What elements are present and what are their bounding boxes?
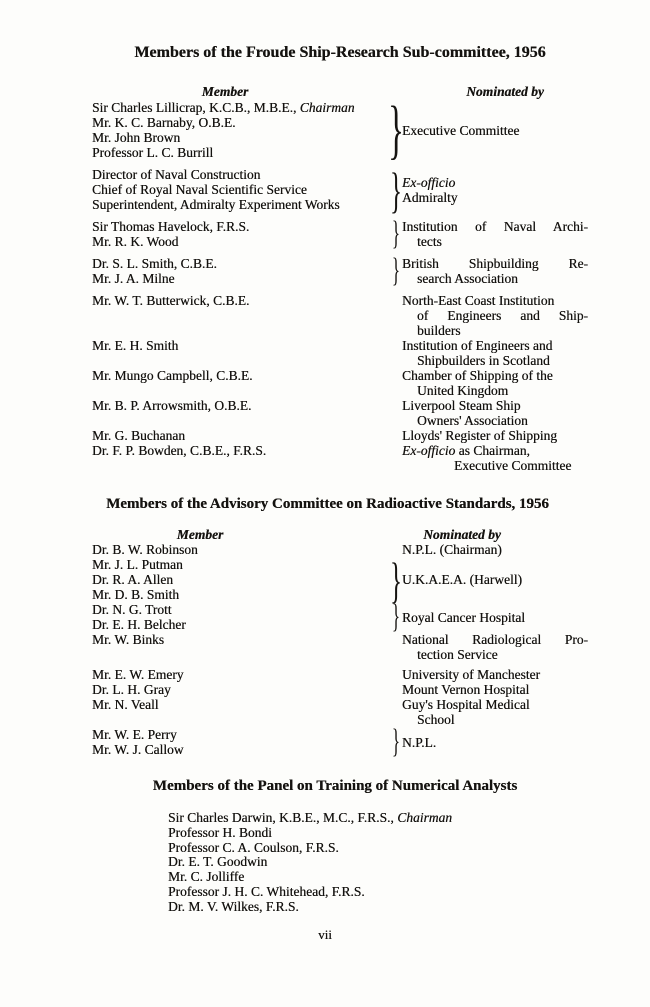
nominator-text: Executive Committee bbox=[402, 122, 520, 138]
brace-slot bbox=[389, 398, 402, 428]
member-group bbox=[92, 252, 588, 289]
nominator-text: Liverpool Steam Ship bbox=[402, 398, 521, 413]
member-column bbox=[92, 219, 389, 249]
grouping-brace-icon: } bbox=[387, 93, 404, 166]
nominator-text: Mount Vernon Hospital bbox=[402, 682, 530, 697]
member-name: Professor C. A. Coulson, F.R.S. bbox=[168, 839, 339, 855]
nominated-by-column bbox=[402, 557, 588, 602]
member-column bbox=[92, 256, 389, 286]
member-name: Mr. E. W. Emery bbox=[92, 667, 184, 682]
nominator-text: N.P.L. (Chairman) bbox=[402, 542, 502, 557]
member-name: Mr. B. P. Arrowsmith, O.B.E. bbox=[92, 398, 252, 413]
member-column bbox=[92, 542, 389, 557]
section-title-numerical: Members of the Panel on Training of Numerical Analysts bbox=[152, 778, 518, 794]
nominator-text: tection Service bbox=[417, 647, 498, 662]
nominator-text: Institution of Engineers and bbox=[402, 338, 553, 353]
numerical-member-list bbox=[168, 811, 452, 915]
brace-slot bbox=[389, 632, 402, 662]
nominated-by-column bbox=[402, 632, 588, 662]
nominator-text: Royal Cancer Hospital bbox=[402, 609, 525, 625]
nominated-by-column bbox=[402, 682, 588, 697]
member-group bbox=[92, 598, 588, 635]
nominator-text: Admiralty bbox=[402, 189, 458, 205]
brace-slot bbox=[389, 338, 402, 368]
member-name: Professor H. Bondi bbox=[168, 824, 272, 840]
member-group bbox=[92, 542, 588, 557]
nominated-by-column bbox=[402, 727, 588, 757]
nominated-by-column bbox=[402, 167, 588, 212]
member-column bbox=[92, 368, 389, 398]
member-name: Dr. E. T. Goodwin bbox=[168, 854, 268, 870]
member-name: Mr. W. Binks bbox=[92, 632, 165, 647]
member-name: Mr. John Brown bbox=[92, 130, 181, 145]
member-column bbox=[92, 697, 389, 727]
member-group bbox=[92, 443, 588, 473]
nominator-text: British Shipbuilding Re- bbox=[402, 256, 588, 271]
member-group bbox=[92, 428, 588, 443]
member-group bbox=[92, 161, 588, 218]
member-column bbox=[92, 632, 389, 662]
member-name: Sir Charles Darwin, K.B.E., M.C., F.R.S., Chairman bbox=[168, 810, 452, 825]
column-header-nominated-by: Nominated by bbox=[423, 527, 501, 542]
section-title-radioactive: Members of the Advisory Committee on Radioactive Standards, 1956 bbox=[106, 496, 549, 512]
member-group bbox=[92, 93, 588, 166]
member-group bbox=[92, 697, 588, 727]
grouping-brace-icon: } bbox=[389, 551, 402, 608]
nominator-text: Institution of Naval Archi- bbox=[402, 219, 588, 234]
radioactive-member-list bbox=[92, 542, 588, 760]
nominator-text: University of Manchester bbox=[402, 667, 540, 682]
member-name: Mr. R. K. Wood bbox=[92, 234, 179, 249]
member-name: Mr. W. J. Callow bbox=[92, 742, 184, 757]
nominated-by-column bbox=[402, 542, 588, 557]
member-column bbox=[92, 338, 389, 368]
grouping-brace-icon: } bbox=[389, 161, 402, 218]
nominated-by-column bbox=[402, 256, 588, 286]
nominator-text: Guy's Hospital Medical bbox=[402, 697, 530, 712]
member-name: Mr. J. L. Putman bbox=[92, 557, 183, 572]
nominator-text: N.P.L. bbox=[402, 734, 437, 750]
member-group bbox=[92, 398, 588, 428]
brace-slot bbox=[389, 667, 402, 682]
member-column bbox=[92, 557, 389, 602]
grouping-brace-icon: } bbox=[391, 598, 400, 635]
nominated-by-column bbox=[402, 602, 588, 632]
nominated-by-column bbox=[402, 293, 588, 338]
nominator-text: tects bbox=[417, 234, 442, 249]
grouping-brace-icon: } bbox=[391, 252, 400, 289]
nominator-text: United Kingdom bbox=[417, 383, 509, 398]
brace-slot bbox=[389, 368, 402, 398]
section-title-froude: Members of the Froude Ship-Research Sub-committee, 1956 bbox=[134, 44, 546, 61]
brace-slot bbox=[389, 293, 402, 338]
member-group bbox=[92, 682, 588, 697]
brace-slot bbox=[389, 682, 402, 697]
brace-slot bbox=[389, 443, 402, 473]
member-group bbox=[92, 632, 588, 662]
member-group bbox=[92, 293, 588, 338]
member-name: Mr. G. Buchanan bbox=[92, 428, 185, 443]
brace-slot bbox=[389, 551, 402, 608]
member-group bbox=[92, 368, 588, 398]
nominator-text: U.K.A.E.A. (Harwell) bbox=[402, 572, 522, 587]
member-column bbox=[92, 428, 389, 443]
member-name: Mr. E. H. Smith bbox=[92, 338, 179, 353]
nominator-text: Shipbuilders in Scotland bbox=[417, 353, 550, 368]
nominator-text: Chamber of Shipping of the bbox=[402, 368, 553, 383]
nominated-by-column bbox=[402, 338, 588, 368]
member-name: Mr. N. Veall bbox=[92, 697, 159, 712]
page-number: vii bbox=[318, 927, 332, 942]
member-name: Professor J. H. C. Whitehead, F.R.S. bbox=[168, 883, 365, 899]
nominated-by-column bbox=[402, 667, 588, 682]
brace-slot bbox=[389, 723, 402, 760]
member-column bbox=[92, 293, 389, 338]
nominator-text: search Association bbox=[417, 271, 518, 286]
member-column bbox=[92, 100, 389, 160]
member-name: Dr. F. P. Bowden, C.B.E., F.R.S. bbox=[92, 443, 267, 458]
nominator-text: Executive Committee bbox=[454, 458, 572, 473]
nominated-by-column bbox=[402, 443, 588, 473]
member-name: Chief of Royal Naval Scientific Service bbox=[92, 182, 307, 197]
nominated-by-column bbox=[402, 697, 588, 727]
nominator-text: Ex-officio as Chairman, bbox=[402, 443, 530, 458]
grouping-brace-icon: } bbox=[391, 723, 400, 760]
brace-slot bbox=[389, 161, 402, 218]
member-name: Sir Thomas Havelock, F.R.S. bbox=[92, 219, 250, 234]
member-name: Superintendent, Admiralty Experiment Works bbox=[92, 197, 340, 212]
member-name: Mr. W. E. Perry bbox=[92, 727, 177, 742]
member-name: Mr. W. T. Butterwick, C.B.E. bbox=[92, 293, 250, 308]
nominator-text: builders bbox=[417, 323, 461, 338]
member-name: Mr. D. B. Smith bbox=[92, 587, 180, 602]
member-column bbox=[92, 602, 389, 632]
member-column bbox=[92, 727, 389, 757]
member-column bbox=[92, 667, 389, 682]
member-column bbox=[92, 167, 389, 212]
member-name: Dr. L. H. Gray bbox=[92, 682, 171, 697]
member-name: Dr. R. A. Allen bbox=[92, 572, 174, 587]
member-name: Mr. J. A. Milne bbox=[92, 271, 175, 286]
nominator-text: North-East Coast Institution bbox=[402, 293, 555, 308]
member-name: Director of Naval Construction bbox=[92, 167, 261, 182]
member-name: Dr. N. G. Trott bbox=[92, 602, 172, 617]
member-name: Mr. K. C. Barnaby, O.B.E. bbox=[92, 115, 236, 130]
brace-slot bbox=[389, 215, 402, 252]
member-group bbox=[92, 723, 588, 760]
nominator-text: Owners' Association bbox=[417, 413, 528, 428]
column-header-member: Member bbox=[201, 84, 249, 99]
nominator-text: Ex-officio bbox=[402, 174, 456, 190]
member-column bbox=[92, 398, 389, 428]
member-name: Dr. S. L. Smith, C.B.E. bbox=[92, 256, 217, 271]
nominator-text: National Radiological Pro- bbox=[402, 632, 588, 647]
member-group bbox=[92, 551, 588, 608]
member-name: Professor L. C. Burrill bbox=[92, 145, 214, 160]
nominated-by-column bbox=[402, 368, 588, 398]
froude-member-list bbox=[92, 93, 588, 473]
member-name: Dr. E. H. Belcher bbox=[92, 617, 186, 632]
member-group bbox=[92, 215, 588, 252]
nominated-by-column bbox=[402, 219, 588, 249]
member-name: Sir Charles Lillicrap, K.C.B., M.B.E., Chairman bbox=[92, 100, 355, 115]
member-name: Dr. M. V. Wilkes, F.R.S. bbox=[168, 898, 299, 914]
column-header-nominated-by: Nominated by bbox=[466, 84, 544, 99]
member-column bbox=[92, 443, 389, 473]
column-header-member: Member bbox=[176, 527, 224, 542]
brace-slot bbox=[389, 428, 402, 443]
nominated-by-column bbox=[402, 428, 588, 443]
brace-slot bbox=[389, 598, 402, 635]
member-name: Mr. C. Jolliffe bbox=[168, 869, 245, 885]
grouping-brace-icon: } bbox=[391, 215, 400, 252]
member-name: Mr. Mungo Campbell, C.B.E. bbox=[92, 368, 253, 383]
nominated-by-column bbox=[402, 100, 588, 160]
nominator-text: of Engineers and Ship- bbox=[417, 308, 588, 323]
nominator-text: School bbox=[417, 712, 455, 727]
nominated-by-column bbox=[402, 398, 588, 428]
member-column bbox=[92, 682, 389, 697]
member-group bbox=[92, 667, 588, 682]
nominator-text: Lloyds' Register of Shipping bbox=[402, 428, 558, 443]
brace-slot bbox=[389, 252, 402, 289]
member-name: Dr. B. W. Robinson bbox=[92, 542, 198, 557]
member-group bbox=[92, 338, 588, 368]
brace-slot bbox=[387, 93, 404, 166]
